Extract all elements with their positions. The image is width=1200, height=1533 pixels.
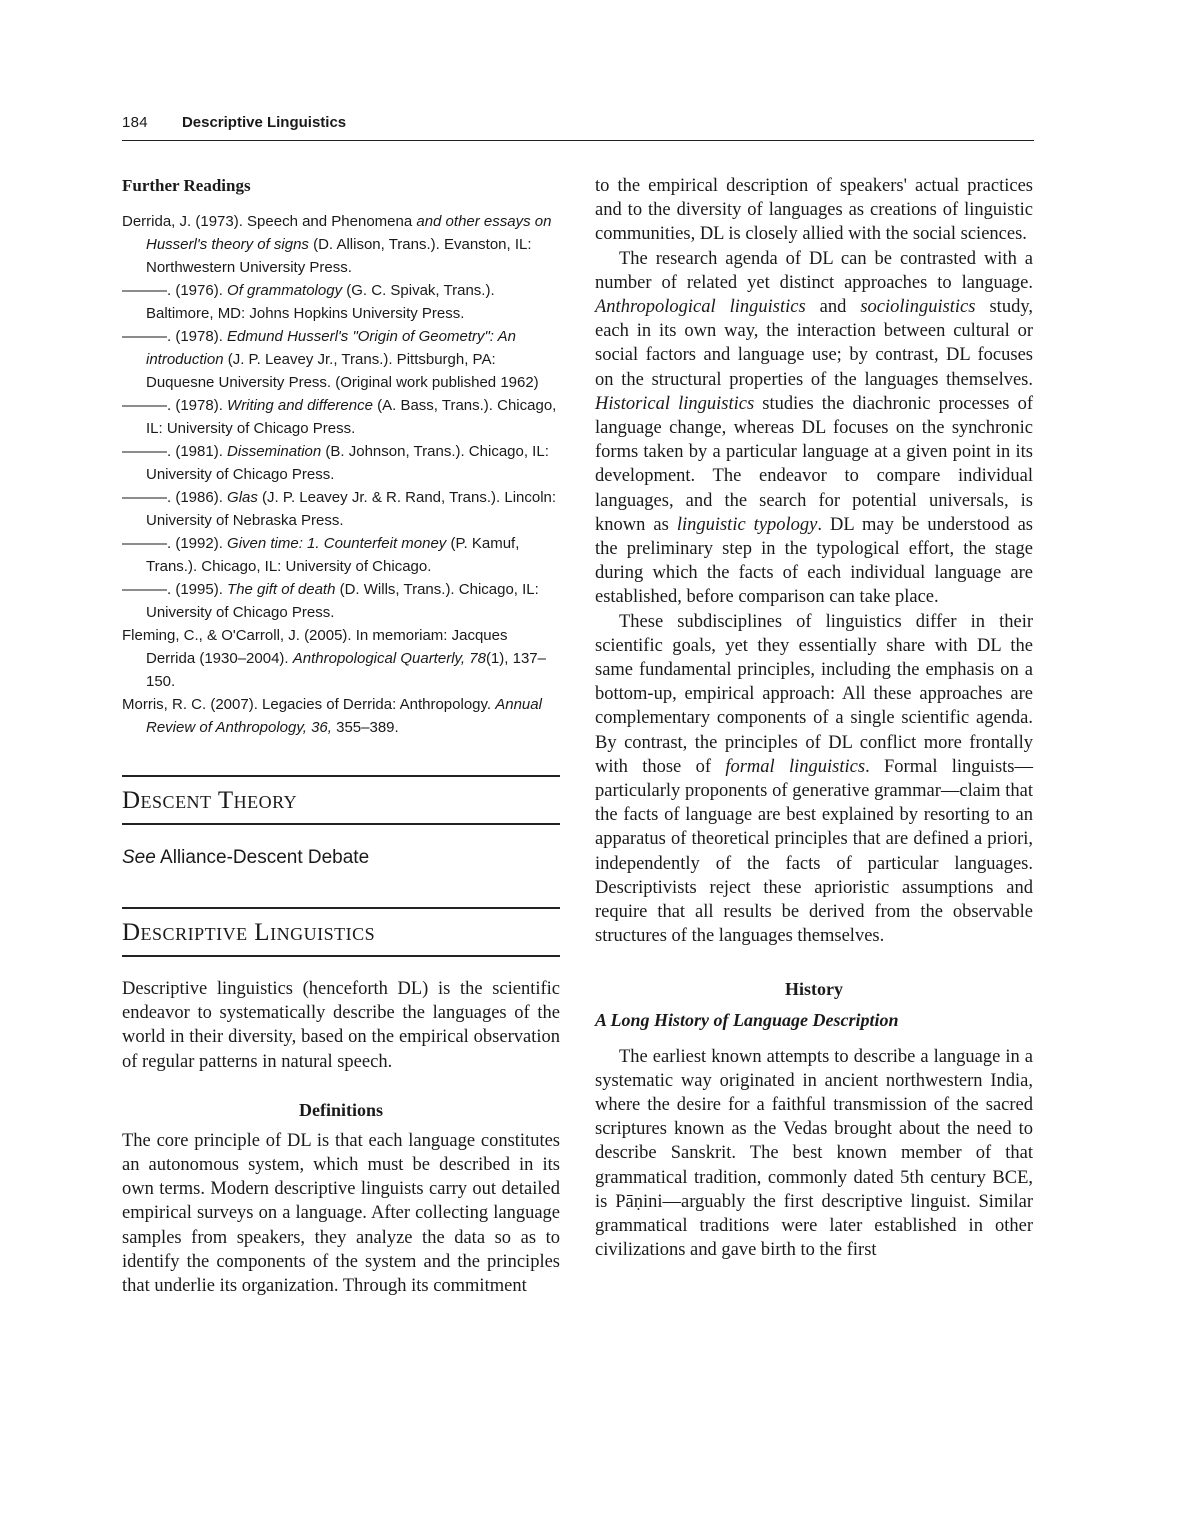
definitions-paragraph: The core principle of DL is that each language constitutes an autonomous system, which must be described in its own terms. Modern descriptive linguists carry out detailed empirical surveys on a language. After collecting language samples from speakers, they analyze the data so as to identify the components of the system and the principles that underlie its organization. Through its commitment (122, 1130, 560, 1297)
definitions-paragraph-continued: to the empirical description of speakers' actual practices and to the diversity of languages as creations of linguistic communities, DL is closely allied with the social sciences. (595, 176, 1033, 245)
reference-item: Fleming, C., & O'Carroll, J. (2005). In memoriam: Jacques Derrida (1930–2004). Anthropological Quarterly, 78(1), 137–150. (122, 627, 546, 690)
descriptive-linguistics-title: Descriptive Linguistics (122, 919, 376, 946)
subdisciplines-paragraph: These subdisciplines of linguistics differ in their scientific goals, yet they essentially share with DL the same fundamental principles, including the emphasis on a bottom-up, empirical approach: All these approaches are complementary components of a single scientific agenda. By contrast, the principles of DL conflict more frontally with those of formal linguistics. Formal linguists—particularly proponents of generative grammar—claim that the facts of language are best explained by resorting to an apparatus of theoretical principles that are defined a priori, independently of the facts of particular languages. Descriptivists reject these aprioristic assumptions and require that all results be derived from the observable structures of the languages themselves. (595, 611, 1033, 947)
history-heading: History (785, 978, 843, 999)
right-column (595, 174, 1033, 1262)
history-paragraph: The earliest known attempts to describe a language in a systematic way originated in ancient northwestern India, where the desire for a faithful transmission of the sacred scriptures known as the Vedas brought about the need to describe Sanskrit. The best known member of that grammatical tradition, commonly dated 5th century BCE, is Pāṇini—arguably the first descriptive linguist. Similar grammatical traditions were later established in other civilizations and gave birth to the first (595, 1046, 1033, 1261)
reference-item: Derrida, J. (1973). Speech and Phenomena and other essays on Husserl's theory of signs (D. Allison, Trans.). Evanston, IL: Northwestern University Press. (122, 213, 552, 276)
definitions-heading: Definitions (298, 1099, 383, 1120)
intro-paragraph: Descriptive linguistics (henceforth DL) is the scientific endeavor to systematically describe the languages of the world in their diversity, based on the empirical observation of regular patterns in natural speech. (122, 979, 560, 1072)
reference-item: Morris, R. C. (2007). Legacies of Derrida: Anthropology. Annual Review of Anthropology, 36, 355–389. (122, 696, 542, 736)
reference-item: ———. (1978). Edmund Husserl's "Origin of Geometry": An introduction (J. P. Leavey Jr., Trans.). Pittsburgh, PA: Duquesne University Press. (Original work published 1962) (122, 328, 539, 391)
see-also-link[interactable]: Alliance-Descent Debate (155, 847, 370, 868)
descent-theory-title: Descent Theory (122, 787, 298, 814)
running-title: Descriptive Linguistics (181, 114, 347, 131)
left-column (122, 174, 560, 1298)
history-subheading: A Long History of Language Description (595, 1009, 899, 1030)
reference-item: ———. (1976). Of grammatology (G. C. Spivak, Trans.). Baltimore, MD: Johns Hopkins University Press. (122, 282, 495, 322)
references-list (122, 210, 560, 739)
see-label: See (122, 847, 156, 868)
reference-item: ———. (1986). Glas (J. P. Leavey Jr. & R. Rand, Trans.). Lincoln: University of Nebraska Press. (122, 489, 557, 529)
reference-item: ———. (1978). Writing and difference (A. Bass, Trans.). Chicago, IL: University of Chicago Press. (122, 397, 557, 437)
further-readings-heading: Further Readings (122, 176, 251, 195)
reference-item: ———. (1992). Given time: 1. Counterfeit money (P. Kamuf, Trans.). Chicago, IL: University of Chicago. (122, 535, 520, 575)
reference-item: ———. (1981). Dissemination (B. Johnson, Trans.). Chicago, IL: University of Chicago Press. (122, 443, 549, 483)
running-header (122, 114, 1034, 141)
research-agenda-paragraph: The research agenda of DL can be contrasted with a number of related yet distinct approaches to language. Anthropological linguistics and sociolinguistics study, each in its own way, the interaction between cultural or social factors and language use; by contrast, DL focuses on the structural properties of the languages themselves. Historical linguistics studies the diachronic processes of language change, whereas DL focuses on the synchronic forms taken by a particular language at a given point in its development. The endeavor to compare individual languages, and the search for potential universals, is known as linguistic typology. DL may be understood as the preliminary step in the typological effort, the stage during which the facts of each individual language are established, before comparison can take place. (595, 248, 1033, 608)
see-also-line (122, 847, 560, 869)
page-number: 184 (122, 114, 148, 131)
reference-item: ———. (1995). The gift of death (D. Wills, Trans.). Chicago, IL: University of Chicago Press. (122, 581, 539, 621)
